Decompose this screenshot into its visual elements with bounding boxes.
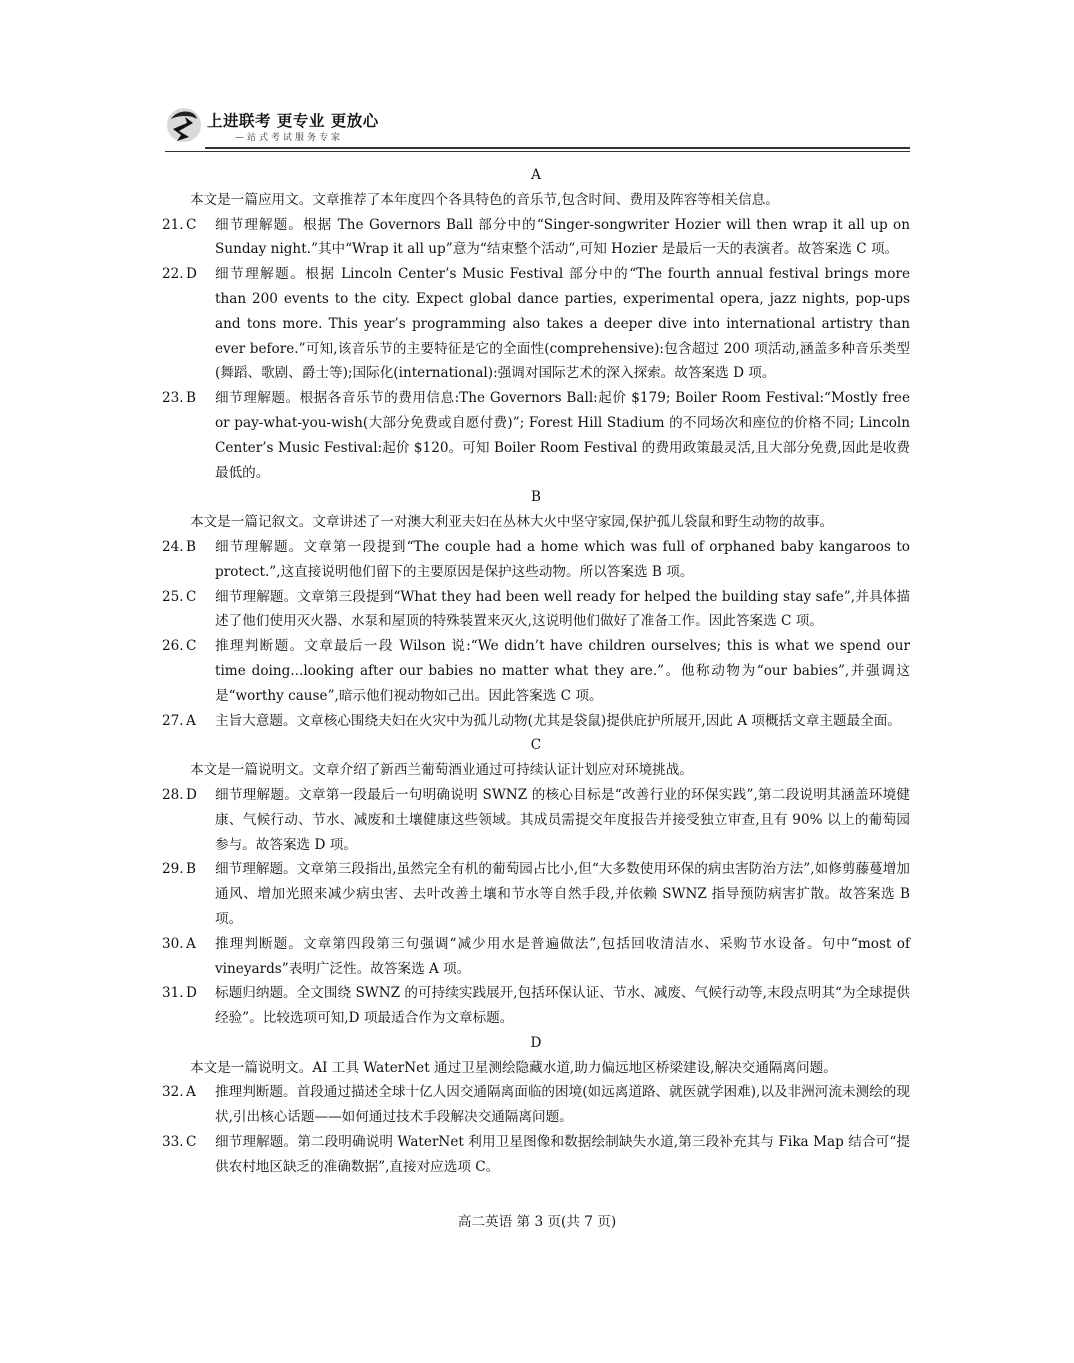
question-item xyxy=(162,213,910,263)
explanation-text: 推理判断题。首段通过描述全球十亿人因交通隔离面临的困境(如远离道路、就医就学困难),以及非洲河流未测绘的现状,引出核心话题——如何通过技术手段解决交通隔离问题。 xyxy=(215,1084,910,1126)
page-footer: 高二英语 第 3 页(共 7 页) xyxy=(457,1214,617,1230)
question-item xyxy=(162,1130,910,1180)
page-header xyxy=(165,100,910,152)
explanation-text: 细节理解题。根据 The Governors Ball 部分中的“Singer-songwriter Hozier will then wrap it all up on Sunday night.”其中“Wrap it all up”意为“结束整个活动”,可知 Hozier 是最后一天的表演者。故答案选 C 项。 xyxy=(215,216,910,258)
section-title: D xyxy=(530,1034,542,1051)
answer-letter: B xyxy=(186,390,196,407)
question-number: 28. xyxy=(162,786,184,803)
question-item xyxy=(162,1080,910,1130)
question-item xyxy=(162,386,910,485)
question-number: 33. xyxy=(162,1134,184,1151)
answer-letter: B xyxy=(186,861,196,878)
answer-letter: B xyxy=(186,538,196,555)
header-rule xyxy=(205,147,910,149)
section-title: A xyxy=(531,167,541,183)
explanation-text: 主旨大意题。文章核心围绕夫妇在火灾中为孤儿动物(尤其是袋鼠)提供庇护所展开,因此 A 项概括文章主题最全面。 xyxy=(215,712,901,729)
explanation-text: 细节理解题。文章第一段最后一句明确说明 SWNZ 的核心目标是“改善行业的环保实践”,第二段说明其涵盖环境健康、气候行动、节水、减废和土壤健康这些领域。其成员需提交年度报告并接受独立审查,且有 90% 以上的葡萄园参与。故答案选 D 项。 xyxy=(215,786,910,853)
header-rule-thin xyxy=(165,151,910,152)
question-item xyxy=(162,634,910,708)
question-item xyxy=(162,585,910,635)
question-number: 27. xyxy=(162,712,184,729)
question-number: 29. xyxy=(162,861,184,878)
question-number: 21. xyxy=(162,216,184,233)
explanation-text: 细节理解题。文章第三段提到“What they had been well ready for helped the building stay safe”,并具体描述了他们使用灭火器、水泵和屋顶的特殊装置来灭火,这说明他们做好了准备工作。因此答案选 C 项。 xyxy=(215,588,910,630)
section-intro: 本文是一篇说明文。文章介绍了新西兰葡萄酒业通过可持续认证计划应对环境挑战。 xyxy=(190,762,693,779)
question-item xyxy=(162,709,910,734)
explanation-text: 细节理解题。根据各音乐节的费用信息:The Governors Ball:起价 $179; Boiler Room Festival:“Mostly free or pay-what-you-wish(大部分免费或自愿付费)”; Forest Hill Stadium 的不同场次和座位的价格不同; Lincoln Center’s Music Festival:起价 $120。可知 Boiler Room Festival 的费用政策最灵活,且大部分免费,因此是收费最低的。 xyxy=(215,390,910,481)
answer-letter: D xyxy=(186,266,197,283)
brand-slogan: 上进联考 更专业 更放心 xyxy=(207,112,379,130)
question-item xyxy=(162,535,910,585)
question-number: 23. xyxy=(162,390,184,407)
section-title: B xyxy=(531,489,541,506)
explanation-text: 标题归纳题。全文围绕 SWNZ 的可持续实践展开,包括环保认证、节水、减废、气候行动等,末段点明其“为全球提供经验”。比较选项可知,D 项最适合作为文章标题。 xyxy=(215,985,910,1027)
question-number: 24. xyxy=(162,538,184,555)
question-number: 22. xyxy=(162,266,184,283)
question-number: 32. xyxy=(162,1084,184,1101)
question-number: 25. xyxy=(162,588,184,605)
question-number: 31. xyxy=(162,985,184,1002)
question-number: 26. xyxy=(162,638,184,655)
answer-letter: A xyxy=(186,1084,196,1101)
answer-letter: C xyxy=(186,216,197,233)
answer-letter: A xyxy=(186,935,196,952)
question-item xyxy=(162,932,910,982)
question-item xyxy=(162,857,910,931)
answer-letter: D xyxy=(186,786,197,803)
answer-letter: D xyxy=(186,985,197,1002)
question-number: 30. xyxy=(162,935,184,952)
answer-letter: C xyxy=(186,638,197,655)
question-item xyxy=(162,981,910,1031)
explanation-text: 细节理解题。文章第一段提到“The couple had a home which was full of orphaned baby kangaroos to protect.”,这直接说明他们留下的主要原因是保护这些动物。所以答案选 B 项。 xyxy=(215,538,910,580)
brand-logo-icon xyxy=(165,105,203,145)
answer-letter: C xyxy=(186,1134,197,1151)
section-title: C xyxy=(530,737,542,754)
answer-explanations xyxy=(162,163,910,1180)
section-intro: 本文是一篇记叙文。文章讲述了一对澳大利亚夫妇在丛林大火中坚守家园,保护孤儿袋鼠和野生动物的故事。 xyxy=(190,514,834,531)
brand-sub-slogan: —站式考试服务专家 xyxy=(235,133,344,143)
explanation-text: 细节理解题。第二段明确说明 WaterNet 利用卫星图像和数据绘制缺失水道,第三段补充其与 Fika Map 结合可“提供农村地区缺乏的准确数据”,直接对应选项 C。 xyxy=(215,1134,910,1175)
explanation-text: 细节理解题。根据 Lincoln Center’s Music Festival 部分中的“The fourth annual festival brings more than 200 events to the city. Expect global dance parties, experimental opera, jazz nights, pop-ups and tons more. This year’s programming also takes a deeper dive into international artistry than ever before.”可知,该音乐节的主要特征是它的全面性(comprehensive):包含超过 200 项活动,涵盖多种音乐类型(舞蹈、歌剧、爵士等);国际化(international):强调对国际艺术的深入探索。故答案选 D 项。 xyxy=(215,266,910,382)
explanation-text: 细节理解题。文章第三段指出,虽然完全有机的葡萄园占比小,但“大多数使用环保的病虫害防治方法”,如修剪藤蔓增加通风、增加光照来减少病虫害、去叶改善土壤和节水等自然手段,并依赖 SWNZ 指导预防病害扩散。故答案选 B 项。 xyxy=(215,861,910,927)
explanation-text: 推理判断题。文章第四段第三句强调“减少用水是普遍做法”,包括回收清洁水、采购节水设备。句中“most of vineyards”表明广泛性。故答案选 A 项。 xyxy=(215,935,910,977)
question-item xyxy=(162,783,910,857)
answer-letter: C xyxy=(186,588,197,605)
question-item xyxy=(162,262,910,386)
answer-letter: A xyxy=(186,712,196,729)
explanation-text: 推理判断题。文章最后一段 Wilson 说:“We didn’t have children ourselves; this is what we spend our time doing...looking after our babies no matter what they are.”。他称动物为“our babies”,并强调这是“worthy cause”,暗示他们视动物如己出。因此答案选 C 项。 xyxy=(215,638,910,704)
section-intro: 本文是一篇说明文。AI 工具 WaterNet 通过卫星测绘隐藏水道,助力偏远地区桥梁建设,解决交通隔离问题。 xyxy=(190,1059,837,1076)
section-intro: 本文是一篇应用文。文章推荐了本年度四个各具特色的音乐节,包含时间、费用及阵容等相关信息。 xyxy=(190,191,779,208)
